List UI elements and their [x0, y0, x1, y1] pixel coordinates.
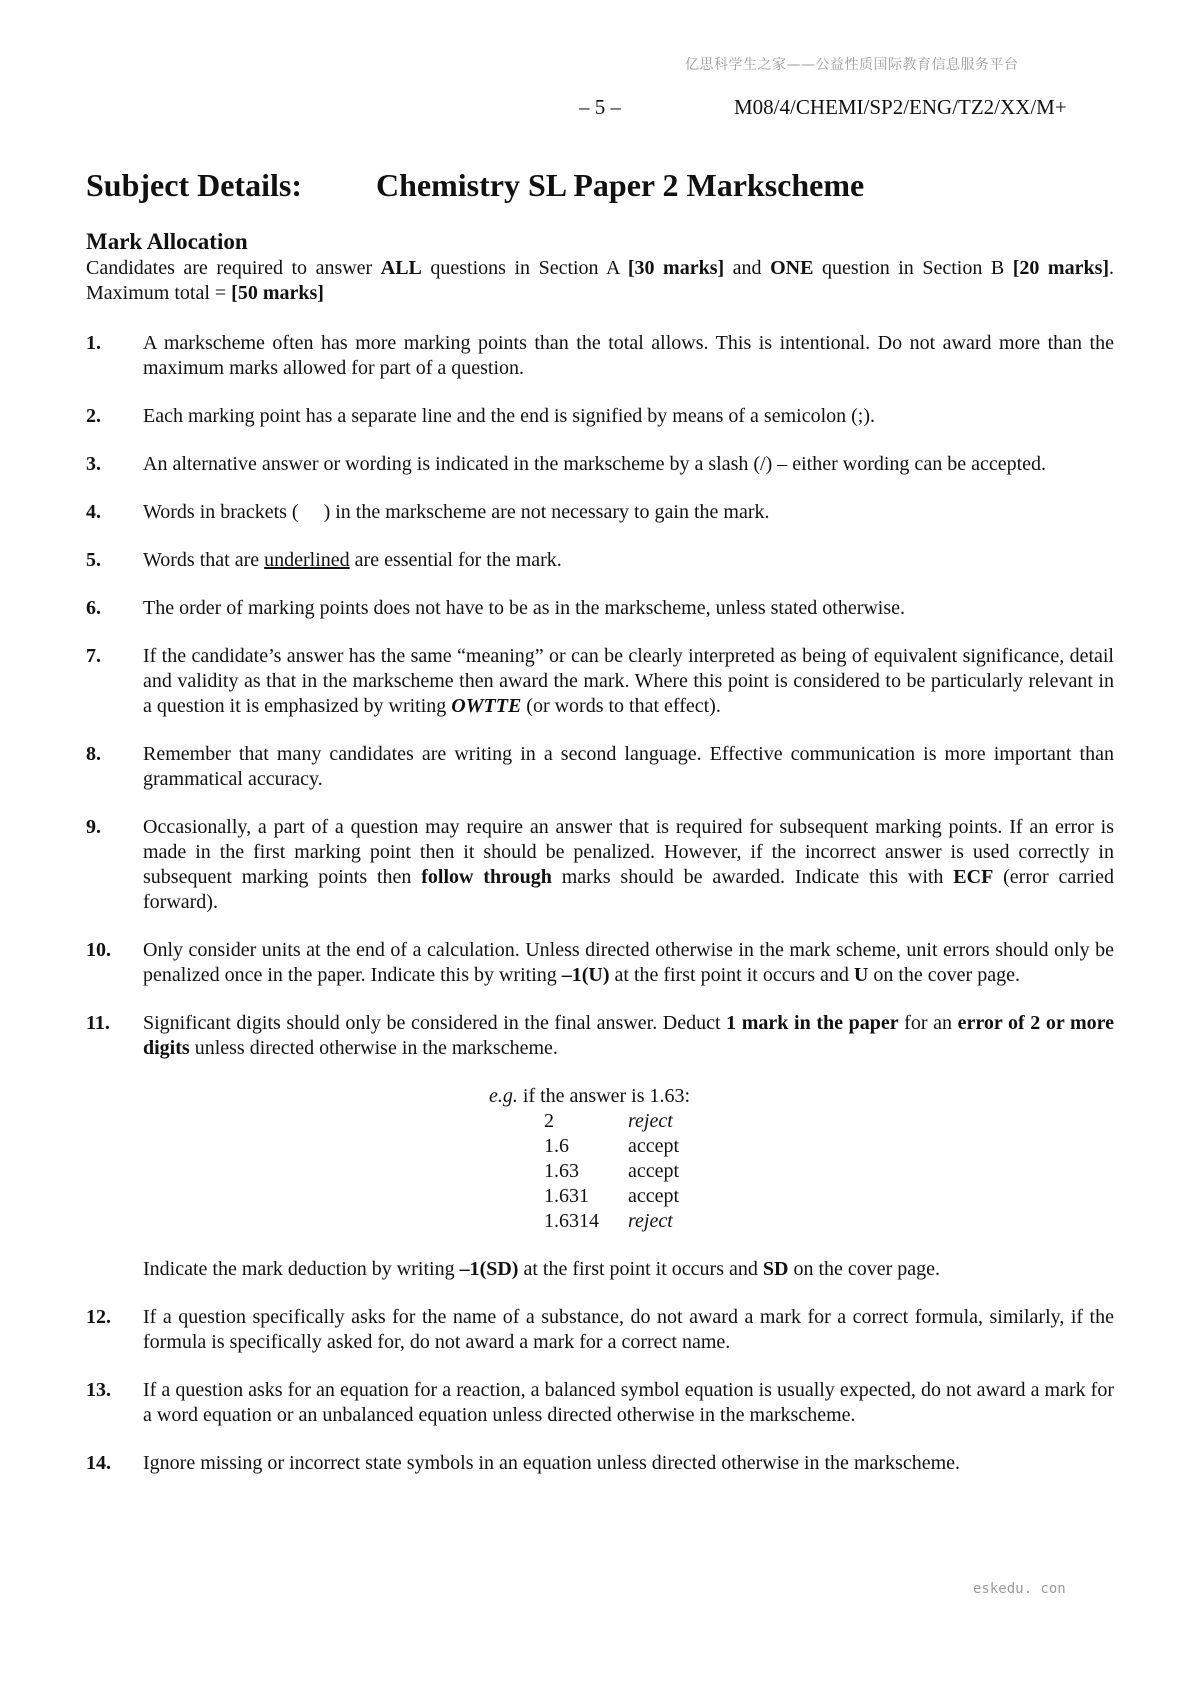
text-run: on the cover page.	[788, 1258, 941, 1280]
subject-label: Subject Details:	[86, 167, 302, 203]
bold-italic-run: OWTTE	[451, 695, 522, 717]
rule-text: An alternative answer or wording is indicated in the markscheme by a slash (/) – either wording can be accepted.	[143, 453, 1047, 475]
example-result: accept	[628, 1185, 680, 1207]
bold-run: SD	[762, 1258, 789, 1280]
rule-text	[143, 644, 1114, 719]
example-value: 2	[544, 1110, 554, 1132]
rule-number: 11.	[86, 1012, 110, 1034]
example-result: accept	[628, 1160, 680, 1182]
watermark-top: 亿思科学生之家——公益性质国际教育信息服务平台	[685, 57, 1019, 73]
example-row	[489, 1184, 1114, 1209]
bold-run: U	[853, 964, 869, 986]
rule-text	[143, 815, 1114, 915]
rule-item-1	[86, 331, 1114, 381]
text-run: and	[724, 257, 771, 279]
example-value: 1.6314	[544, 1210, 599, 1232]
rule-item-14	[86, 1451, 1114, 1476]
rule-text: A markscheme often has more marking points than the total allows. This is intentional. Do not award more than the maximum marks allowed for part of a question.	[143, 332, 1114, 379]
bold-run: ONE	[770, 257, 814, 279]
text-run: are essential for the mark.	[349, 549, 562, 571]
rule-text: If a question asks for an equation for a reaction, a balanced symbol equation is usually expected, do not award a mark for a word equation or an unbalanced equation unless directed otherwise in the markscheme.	[143, 1379, 1114, 1426]
bold-run: ECF	[953, 866, 994, 888]
rule-text	[143, 1011, 1114, 1061]
subject-value: Chemistry SL Paper 2 Markscheme	[376, 167, 865, 203]
rule-item-11	[86, 1011, 1114, 1282]
text-run: question in Section B	[813, 257, 1013, 279]
bold-run: [20 marks]	[1012, 257, 1110, 279]
bold-run: ALL	[380, 257, 422, 279]
eg-text: if the answer is 1.63:	[517, 1085, 691, 1107]
rule-item-6	[86, 596, 1114, 621]
page-number: – 5 –	[579, 95, 621, 119]
example-row	[489, 1134, 1114, 1159]
text-run: Words that are	[143, 549, 265, 571]
sig-fig-deduction-note	[143, 1257, 1114, 1282]
text-run: (or words to that effect).	[521, 695, 721, 717]
rule-item-7	[86, 644, 1114, 719]
text-run: . Maximum total =	[86, 257, 1115, 304]
rule-number: 9.	[86, 816, 101, 838]
example-value: 1.63	[544, 1160, 579, 1182]
rule-item-5	[86, 548, 1114, 573]
text-run: questions in Section A	[421, 257, 628, 279]
rule-item-13	[86, 1378, 1114, 1428]
rule-item-3	[86, 452, 1114, 477]
example-heading	[489, 1084, 1114, 1109]
rule-number: 2.	[86, 405, 101, 427]
rule-number: 14.	[86, 1452, 111, 1474]
document-code: M08/4/CHEMI/SP2/ENG/TZ2/XX/M+	[734, 95, 1067, 119]
example-row	[489, 1109, 1114, 1134]
bold-run: –1(U)	[561, 964, 610, 986]
sig-fig-example	[489, 1084, 1114, 1234]
rule-item-2	[86, 404, 1114, 429]
rule-item-8	[86, 742, 1114, 792]
text-run: Significant digits should only be considered in the final answer. Deduct	[143, 1012, 727, 1034]
text-run: at the first point it occurs and	[518, 1258, 763, 1280]
rule-number: 5.	[86, 549, 101, 571]
text-run: at the first point it occurs and	[609, 964, 854, 986]
text-run: marks should be awarded. Indicate this with	[551, 866, 954, 888]
rule-text: The order of marking points does not have to be as in the markscheme, unless stated otherwise.	[143, 597, 906, 619]
text-run: Occasionally, a part of a question may require an answer that is required for subsequent marking points. If an error is made in the first marking point then it should be penalized. However, if the incorrect answer is used correctly in subsequent marking points then	[143, 816, 1114, 888]
rule-text: Remember that many candidates are writing in a second language. Effective communication is more important than grammatical accuracy.	[143, 743, 1114, 790]
bold-run: [30 marks]	[627, 257, 725, 279]
rule-item-9	[86, 815, 1114, 915]
rule-number: 7.	[86, 645, 101, 667]
rule-text: Words in brackets ( ) in the markscheme are not necessary to gain the mark.	[143, 501, 770, 523]
watermark-bottom: eskedu. con	[973, 1581, 1066, 1597]
example-row	[489, 1209, 1114, 1234]
rule-text: Each marking point has a separate line and the end is signified by means of a semicolon (;).	[143, 405, 876, 427]
subject-details	[86, 167, 865, 204]
text-run: (error carried forward).	[143, 866, 1114, 913]
example-result: accept	[628, 1135, 680, 1157]
text-run: unless directed otherwise in the markscheme.	[189, 1037, 558, 1059]
eg-label: e.g.	[489, 1085, 518, 1107]
marking-rules-list	[86, 331, 1114, 1499]
example-result: reject	[628, 1110, 673, 1132]
rule-text: Ignore missing or incorrect state symbols in an equation unless directed otherwise in the markscheme.	[143, 1452, 961, 1474]
rule-number: 10.	[86, 939, 111, 961]
bold-run: [50 marks]	[231, 282, 324, 304]
example-value: 1.631	[544, 1185, 589, 1207]
bold-run: 1 mark in the paper	[726, 1012, 899, 1034]
text-run: Only consider units at the end of a calculation. Unless directed otherwise in the mark scheme, unit errors should only be penalized once in the paper. Indicate this by writing	[143, 939, 1114, 986]
rule-number: 13.	[86, 1379, 111, 1401]
rule-item-12	[86, 1305, 1114, 1355]
text-run: Indicate the mark deduction by writing	[143, 1258, 460, 1280]
rule-item-10	[86, 938, 1114, 988]
text-run: for an	[898, 1012, 958, 1034]
rule-number: 6.	[86, 597, 101, 619]
underlined-run: underlined	[264, 549, 350, 571]
text-run: Candidates are required to answer	[86, 257, 381, 279]
rule-item-4	[86, 500, 1114, 525]
bold-run: follow through	[421, 866, 552, 888]
rule-number: 1.	[86, 332, 101, 354]
text-run: If the candidate’s answer has the same “meaning” or can be clearly interpreted as being of equivalent significance, detail and validity as that in the markscheme then award the mark. Where this point is considered to be particularly relevant in a question it is emphasized by writing	[143, 645, 1114, 717]
mark-allocation-text	[86, 256, 1114, 306]
text-run: on the cover page.	[868, 964, 1020, 986]
mark-allocation-heading: Mark Allocation	[86, 229, 248, 254]
rule-number: 4.	[86, 501, 101, 523]
rule-number: 8.	[86, 743, 101, 765]
example-value: 1.6	[544, 1135, 569, 1157]
example-row	[489, 1159, 1114, 1184]
rule-text	[143, 548, 1114, 573]
rule-number: 3.	[86, 453, 101, 475]
rule-text: If a question specifically asks for the name of a substance, do not award a mark for a correct formula, similarly, if the formula is specifically asked for, do not award a mark for a correct name.	[143, 1306, 1114, 1353]
example-result: reject	[628, 1210, 673, 1232]
bold-run: –1(SD)	[459, 1258, 519, 1280]
rule-number: 12.	[86, 1306, 111, 1328]
rule-text	[143, 938, 1114, 988]
bold-run: error of 2 or more digits	[143, 1012, 1114, 1059]
